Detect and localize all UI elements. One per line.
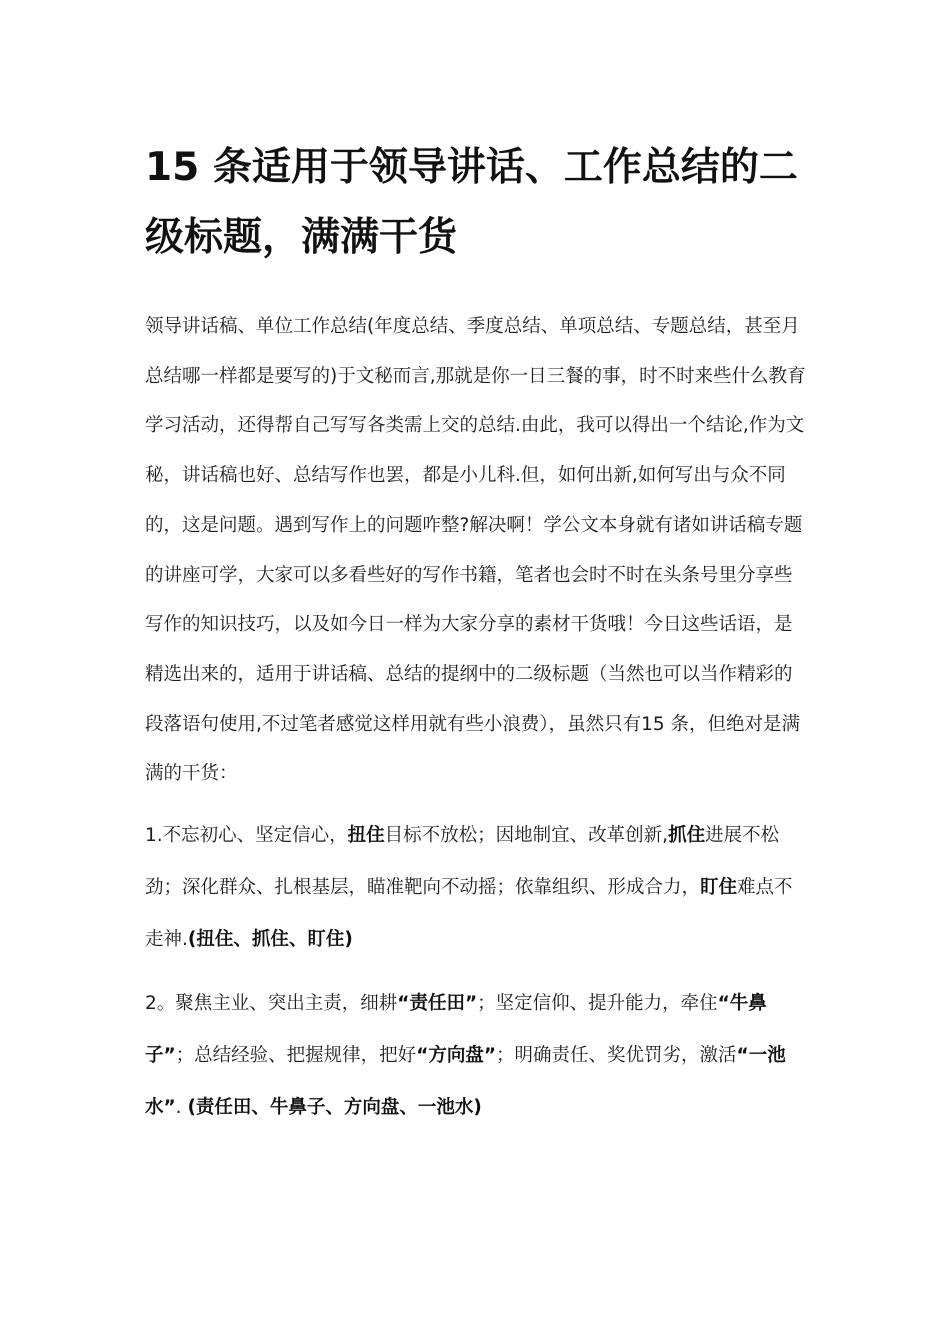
item-text: .: [175, 1097, 188, 1118]
item-keyword: “方向盘”: [416, 1045, 497, 1066]
item-summary: (扭住、抓住、盯住): [187, 929, 353, 950]
article-title: 15 条适用于领导讲话、工作总结的二级标题，满满干货: [145, 145, 798, 260]
item-text: 2。聚焦主业、突出主责，细耕: [145, 993, 398, 1014]
item-text: ；总结经验、把握规律，把好: [175, 1045, 417, 1066]
item-keyword: 扭住: [347, 825, 385, 846]
item-keyword: “一池水”: [145, 1045, 786, 1118]
item-summary: (责任田、牛鼻子、方向盘、一池水): [187, 1097, 482, 1118]
item-keyword: 抓住: [668, 825, 706, 846]
item-keyword: 盯住: [700, 877, 738, 898]
item-keyword: “牛鼻子”: [145, 993, 767, 1066]
item-text: 进展不松劲；深化群众、扎根基层，瞄准靶向不动摇；依靠组织、形成合力，: [145, 825, 780, 898]
item-text: 1.不忘初心、坚定信心，: [145, 825, 348, 846]
item-keyword: “责任田”: [397, 993, 478, 1014]
item-text: 难点不走神.: [145, 877, 793, 950]
item-text: ；坚定信仰、提升能力，牵住: [477, 993, 718, 1014]
item-text: 目标不放松；因地制宜、改革创新,: [384, 825, 669, 846]
list-item: [145, 978, 810, 1134]
intro-paragraph: 领导讲话稿、单位工作总结(年度总结、季度总结、单项总结、专题总结，甚至月总结哪一样都是要写的)于文秘而言,那就是你一日三餐的事，时不时来些什么教育学习活动，还得帮自己写写各类需上交的总结.由此，我可以得出一个结论,作为文秘，讲话稿也好、总结写作也罢，都是小儿科.但，如何出新,如何写出与众不同的，这是问题。遇到写作上的问题咋整?解决啊！学公文本身就有诸如讲话稿专题的讲座可学，大家可以多看些好的写作书籍，笔者也会时不时在头条号里分享些写作的知识技巧，以及如今日一样为大家分享的素材干货哦！今日这些话语，是精选出来的，适用于讲话稿、总结的提纲中的二级标题（当然也可以当作精彩的段落语句使用,不过笔者感觉这样用就有些小浪费），虽然只有15 条，但绝对是满满的干货：: [145, 316, 806, 785]
item-text: ；明确责任、奖优罚劣，激活: [496, 1045, 737, 1066]
list-item: [145, 810, 810, 966]
